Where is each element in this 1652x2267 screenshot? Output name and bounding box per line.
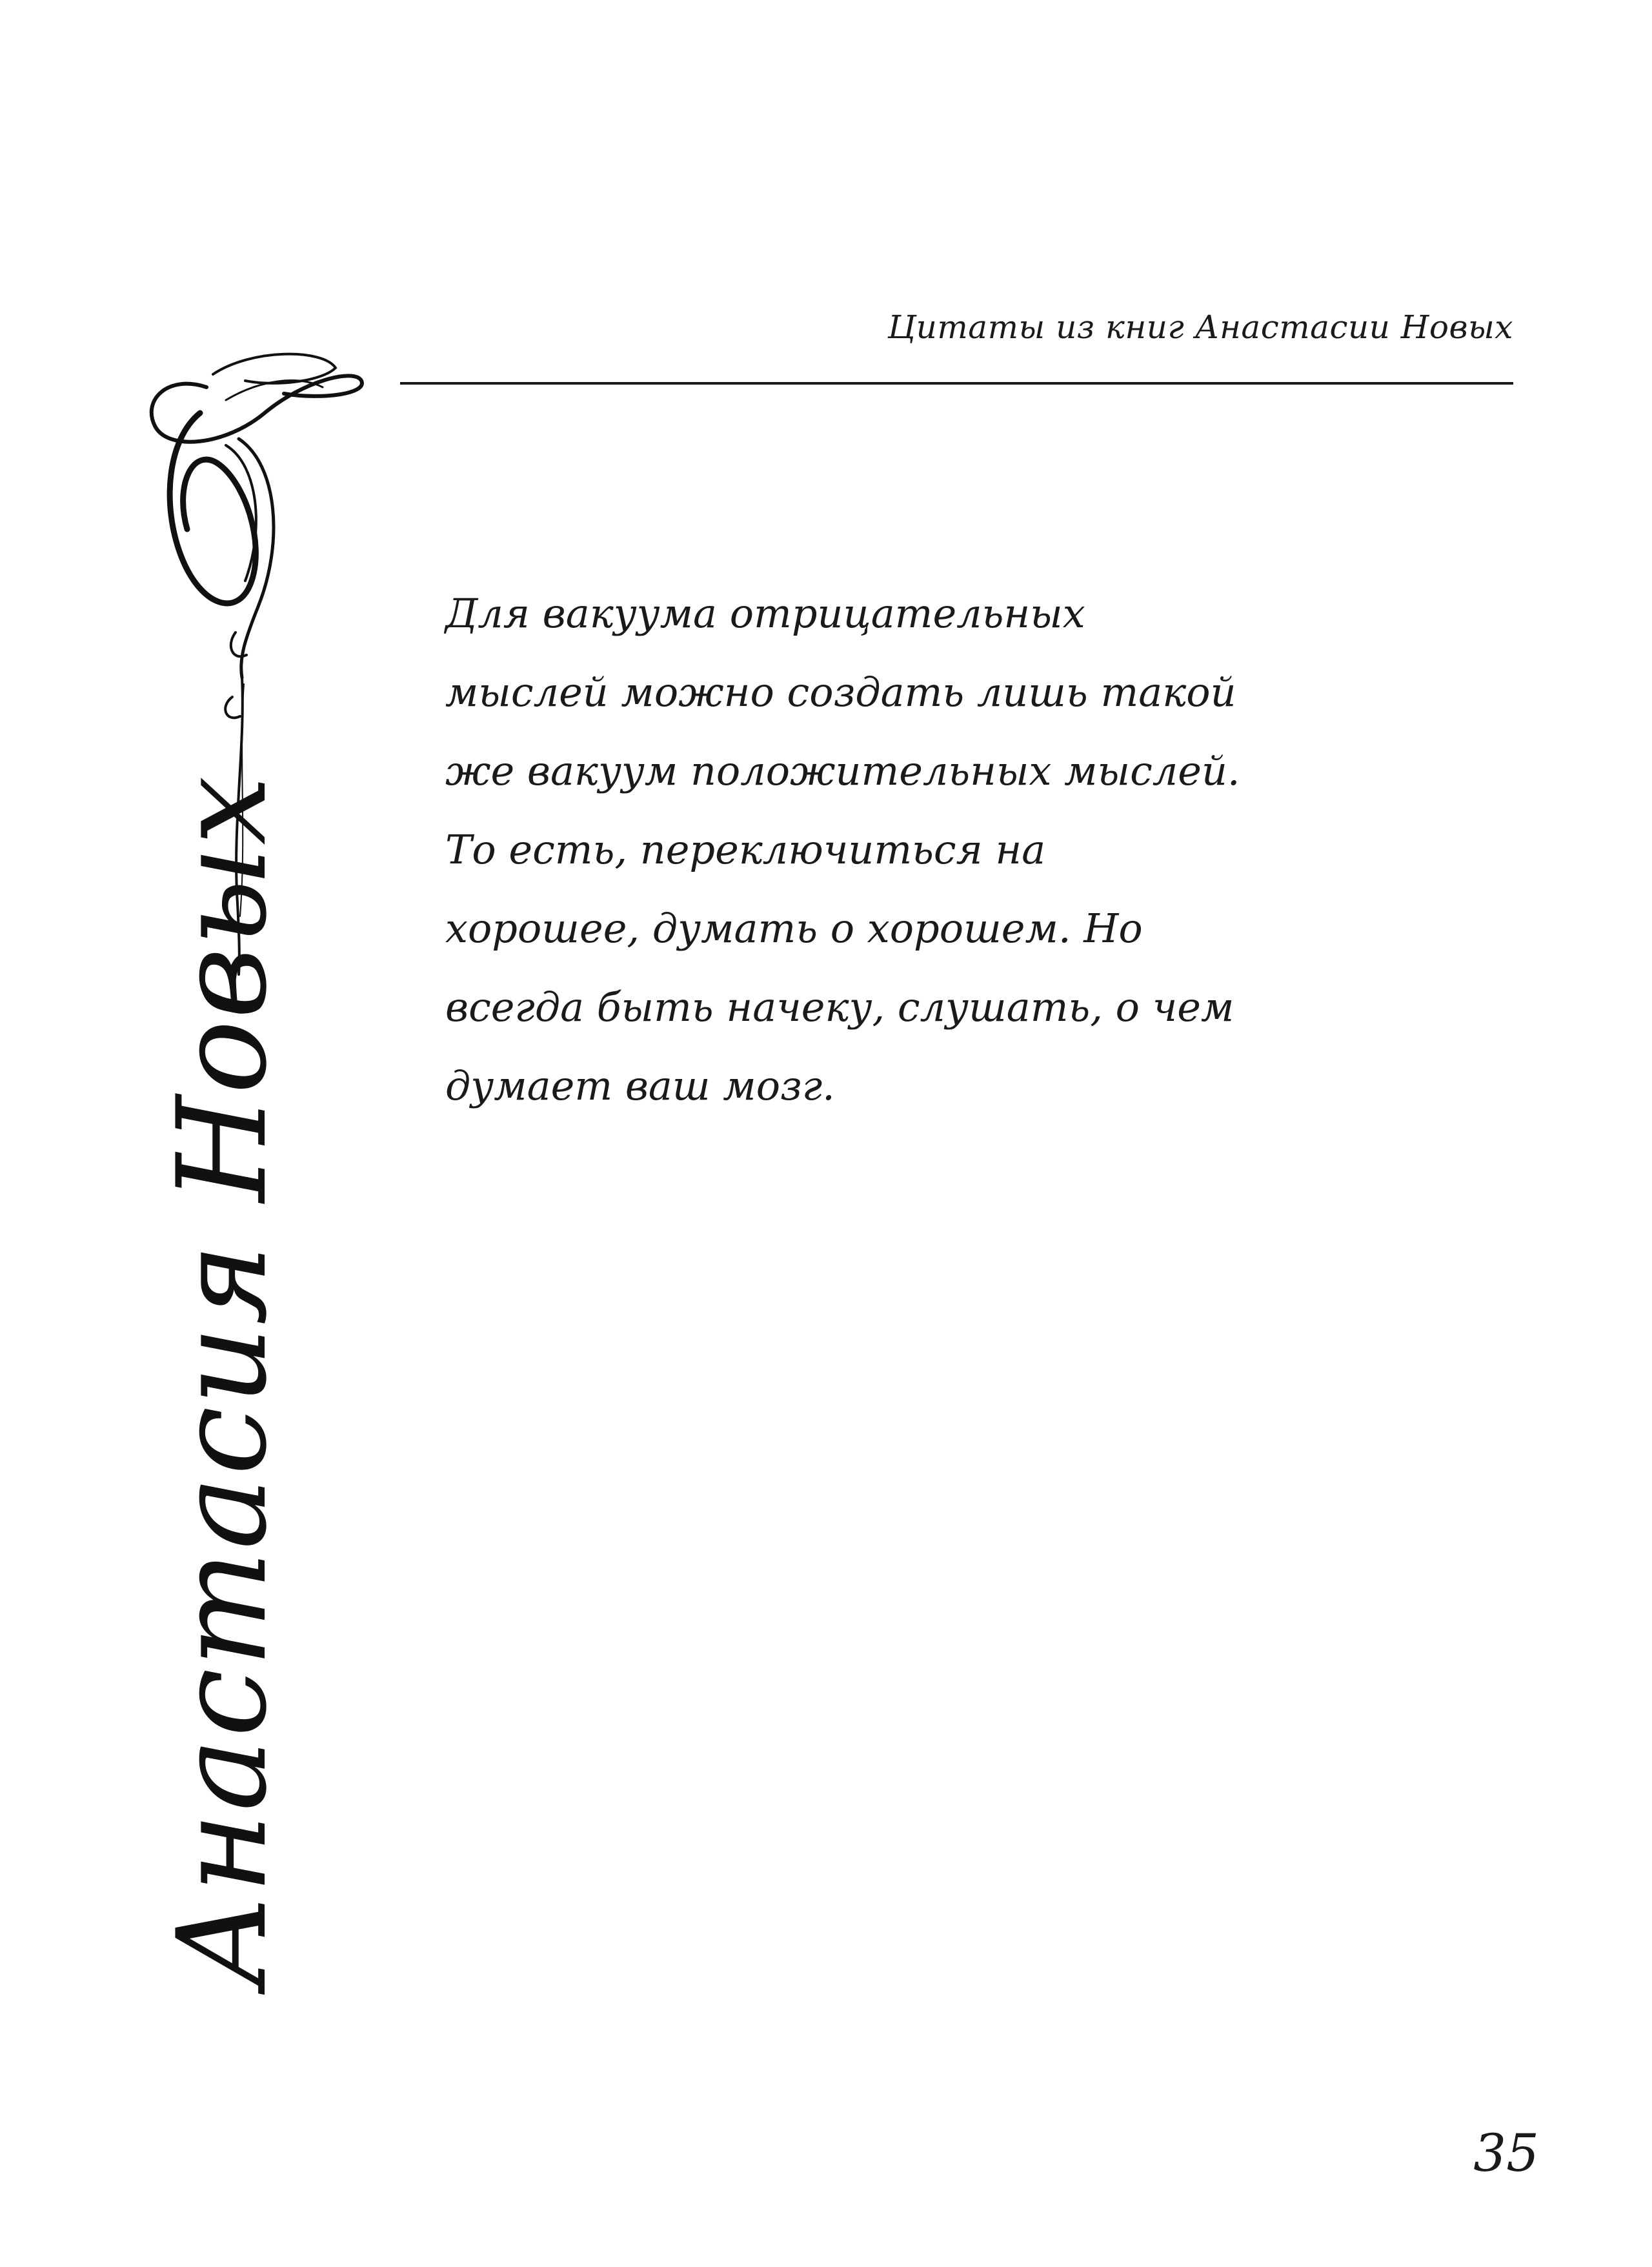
- running-header: Цитаты из книг Анастасии Новых: [887, 308, 1513, 346]
- author-name-vertical: Анастасия Новых: [151, 774, 294, 1988]
- quote-line: думает ваш мозг.: [445, 1062, 835, 1109]
- quote-line: Для вакуума отрицательных: [445, 590, 1085, 637]
- page-number: 35: [1473, 2123, 1539, 2183]
- quote-block: [445, 574, 1297, 1125]
- quote-line: мыслей можно создать лишь такой: [445, 669, 1236, 716]
- quote-line: всегда быть начеку, слушать, о чем: [445, 983, 1234, 1031]
- quote-line: То есть, переключиться на: [445, 826, 1046, 873]
- quote-line: же вакуум положительных мыслей.: [445, 747, 1240, 794]
- quote-line: хорошее, думать о хорошем. Но: [445, 905, 1143, 952]
- header-rule: [400, 382, 1513, 385]
